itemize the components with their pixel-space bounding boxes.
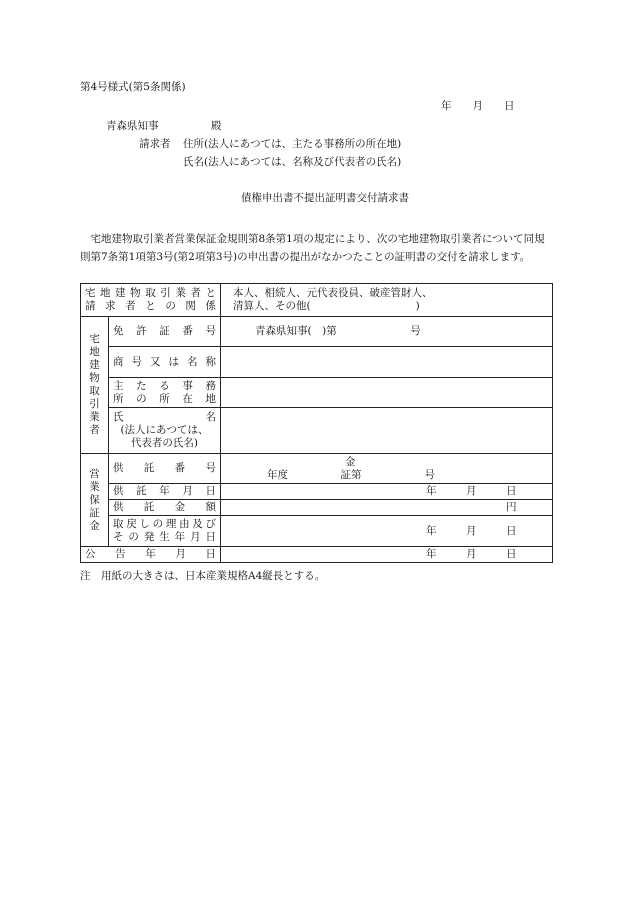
dealer-group-label: 宅 地 建 物 取 引 業 者 [81, 317, 109, 454]
deposit-amount-label: 供託金額 [109, 500, 221, 516]
relation-value-cell [221, 284, 553, 317]
requester-name-line: 氏名(法人にあつては、名称及び代表者の氏名) [183, 156, 402, 168]
deposit-date-row [81, 484, 553, 500]
relation-value-line1: 本人、相続人、元代表役員、破産管財人、 [233, 287, 433, 299]
deposit-date-label: 供託年月日 [109, 484, 221, 500]
request-form-table [80, 283, 553, 563]
date-line: 年 月 日 [441, 100, 515, 112]
deposit-amount-row [81, 500, 553, 516]
deposit-date-value: 年 月 日 [221, 484, 553, 500]
addressee: 青森県知事 殿 [106, 120, 222, 132]
relation-row [81, 284, 553, 317]
trade-name-row [81, 347, 553, 378]
notice-date-label: 公告年月日 [81, 547, 221, 563]
office-address-value [221, 378, 553, 408]
requester-label: 請求者 [139, 138, 171, 150]
document-title: 債権申出書不提出証明書交付請求書 [241, 192, 409, 204]
relation-value-line2: 清算人、その他( ) [233, 300, 420, 312]
license-number-value: 青森県知事( )第 号 [221, 317, 553, 347]
request-statement: 宅地建物取引業者営業保証金規則第8条第1項の規定により、次の宅地建物取引業者について同規則第7条第1項第3号(第2項第3号)の申出書の提出がなかつたことの証明書の交付を請求します。 [80, 233, 545, 263]
office-label-cell: 主たる事務 所の所在地 [109, 378, 221, 408]
deposit-amount-value: 円 [221, 500, 553, 516]
paper-size-note: 注 用紙の大きさは、日本産業規格A4縦長とする。 [80, 570, 326, 582]
owner-name-value [221, 408, 553, 454]
notice-date-value: 年 月 日 [221, 547, 553, 563]
owner-name-row [81, 408, 553, 454]
withdrawal-row [81, 516, 553, 547]
license-number-label: 免許証番号 [109, 317, 221, 347]
notice-row [81, 547, 553, 563]
trade-name-label: 商号又は名称 [109, 347, 221, 378]
relation-label-cell [81, 284, 221, 317]
deposit-number-row [81, 454, 553, 484]
trade-name-value [221, 347, 553, 378]
office-row [81, 378, 553, 408]
deposit-number-value: 金 年度 証第 号 [221, 454, 553, 484]
form-number: 第4号様式(第5条関係) [80, 81, 186, 93]
deposit-number-label: 供託番号 [109, 454, 221, 484]
owner-name-label-cell: 氏 名 (法人にあつては、 代表者の氏名) [109, 408, 221, 454]
relation-label-line2: 請求者との関係 [85, 300, 216, 312]
withdrawal-label-cell: 取戻しの理由及び その発生年月日 [109, 516, 221, 547]
deposit-group-label: 営 業 保 証 金 [81, 454, 109, 547]
license-row [81, 317, 553, 347]
requester-address-line: 住所(法人にあつては、主たる事務所の所在地) [183, 138, 402, 150]
relation-label-line1: 宅地建物取引業者と [85, 287, 216, 299]
withdrawal-date-value: 年 月 日 [221, 516, 553, 547]
